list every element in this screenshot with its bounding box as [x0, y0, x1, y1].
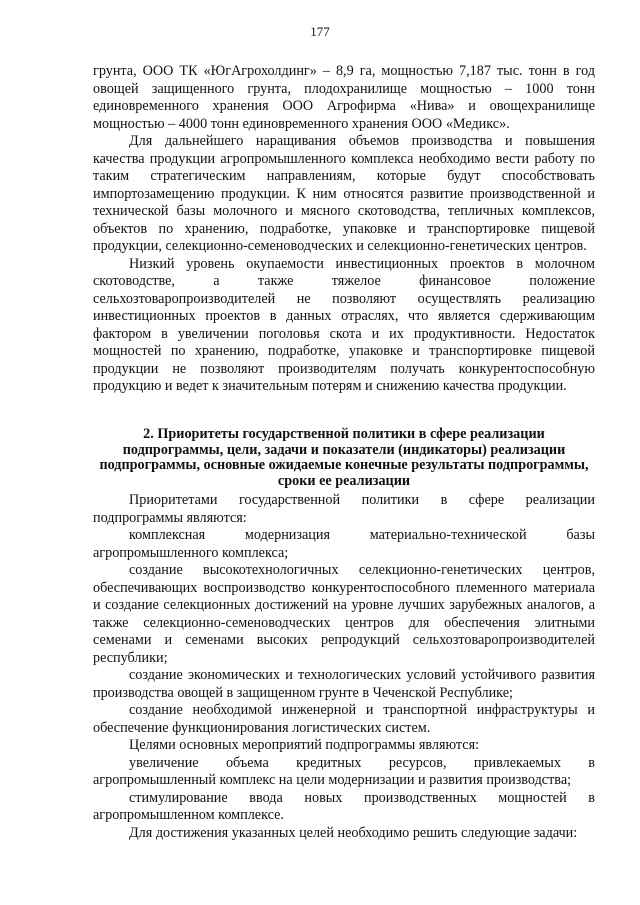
section-paragraph: создание экономических и технологических условий устойчивого развития производства овощей в защищенном грунте в Чеченской Республике; — [93, 667, 595, 701]
intro-paragraph: грунта, ООО ТК «ЮгАгрохолдинг» – 8,9 га, мощностью 7,187 тыс. тонн в год овощей защищенного грунта, плодохранилище мощностью – 1000 тонн единовременного хранения ООО Агрофирма «Нива» и овощехранилище мощностью – 4000 тонн единовременного хранения ООО «Медикс». — [93, 63, 595, 132]
section-heading: 2. Приоритеты государственной политики в сфере реализации подпрограммы, цели, задачи и показатели (индикаторы) реализации подпрограммы, основные ожидаемые конечные результаты подпрограммы, сроки ее реализации — [99, 426, 589, 489]
section-paragraph: Целями основных мероприятий подпрограммы являются: — [129, 737, 480, 753]
page-number: 177 — [310, 24, 330, 39]
section-paragraph: Для достижения указанных целей необходимо решить следующие задачи: — [129, 824, 578, 841]
intro-paragraph: Низкий уровень окупаемости инвестиционных проектов в молочном скотоводстве, а также тяжелое финансовое положение сельхозтоваропроизводителей не позволяют осуществлять реализацию инвестиционных проектов в данных отраслях, что является сдерживающим фактором в увеличении поголовья скота и их продуктивности. Недостаток мощностей по хранению, подработке, упаковке и транспортировке пищевой продукции не позволяют производителям получать конкурентоспособную продукцию и ведет к значительным потерям и снижению качества продукции. — [93, 255, 595, 394]
section-paragraph: увеличение объема кредитных ресурсов, привлекаемых в агропромышленный комплекс на цели модернизации и развития производства; — [93, 754, 595, 788]
section-heading-block — [93, 427, 595, 489]
section-paragraph: стимулирование ввода новых производственных мощностей в агропромышленном комплексе. — [93, 789, 595, 823]
intro-text-block — [93, 63, 595, 396]
section-paragraph: создание необходимой инженерной и транспортной инфраструктуры и обеспечение функционирования логистических систем. — [93, 702, 595, 736]
intro-paragraph: Для дальнейшего наращивания объемов производства и повышения качества продукции агропромышленного комплекса необходимо вести работу по таким стратегическим направлениям, которые будут способствовать импортозамещению продукции. К ним относятся развитие производственной и технической базы молочного и мясного скотоводства, тепличных комплексов, объектов по хранению, подработке, упаковке и транспортировке пищевой продукции, селекционно-семеноводческих и селекционно-генетических центров. — [93, 133, 595, 254]
section-paragraph: создание высокотехнологичных селекционно-генетических центров, обеспечивающих воспроизводство конкурентоспособного племенного материала и создание селекционных достижений на уровне лучших зарубежных аналогов, а также селекционно-семеноводческих центров для обеспечения элитными семенами и семенами высоких репродукций сельхозтоваропроизводителей республики; — [93, 562, 595, 666]
section-paragraph: Приоритетами государственной политики в сфере реализации подпрограммы являются: — [93, 492, 595, 526]
section-text-block — [93, 492, 595, 842]
section-paragraph: комплексная модернизация материально-технической базы агропромышленного комплекса; — [93, 527, 595, 561]
